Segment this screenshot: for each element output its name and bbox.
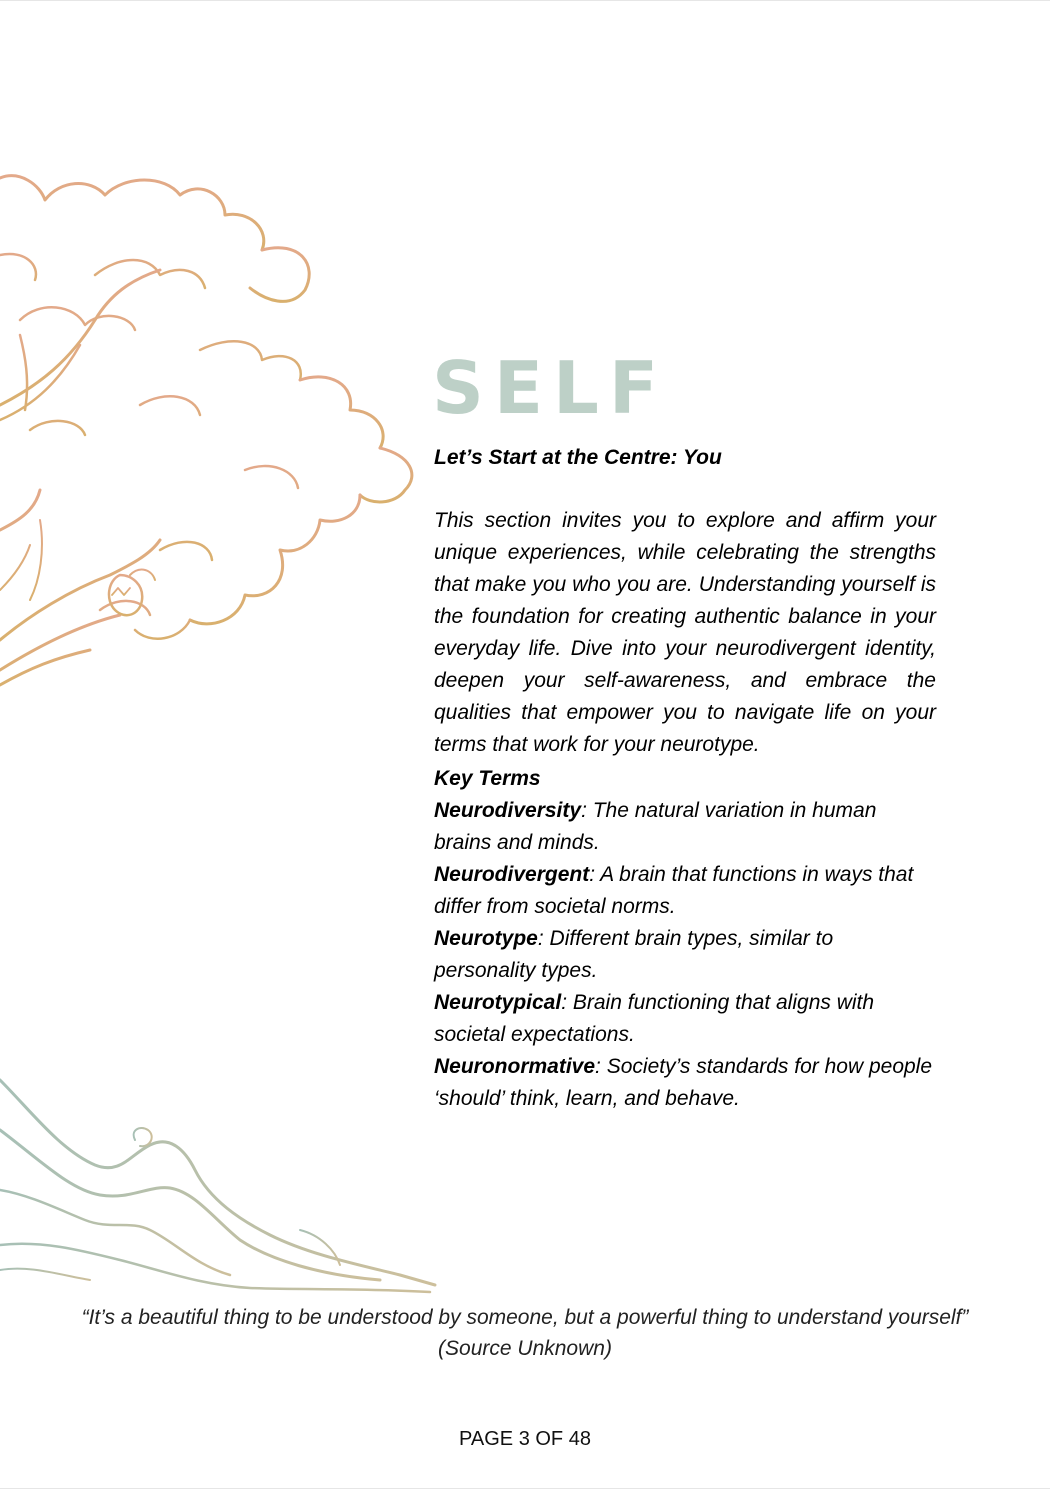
key-term-item: [434, 1051, 936, 1115]
key-term-definition: : Society’s standards for how people ‘should’ think, learn, and behave.: [434, 1055, 933, 1110]
tree-illustration: [0, 170, 420, 700]
key-term-definition: : A brain that functions in ways that differ from societal norms.: [434, 863, 914, 918]
top-rule: [0, 0, 1050, 1]
key-term-name: Neurotype: [434, 927, 538, 950]
intro-paragraph: This section invites you to explore and affirm your unique experiences, while celebrating the strengths that make you who you are. Understanding yourself is the foundation for creating authentic balance in your everyday life. Dive into your neurodivergent identity, deepen your self-awareness, and embrace the qualities that empower you to navigate life on your terms that work for your neurotype.: [434, 509, 936, 756]
key-term-item: [434, 795, 936, 859]
key-term-definition: : Brain functioning that aligns with societal expectations.: [434, 991, 875, 1046]
bottom-rule: [0, 1488, 1050, 1489]
section-title: SELF: [432, 346, 669, 430]
section-subtitle: Let’s Start at the Centre: You: [434, 446, 722, 469]
key-term-item: [434, 859, 936, 923]
key-term-name: Neurotypical: [434, 991, 562, 1014]
key-term-name: Neurodiversity: [434, 799, 582, 822]
key-term-name: Neurodivergent: [434, 863, 590, 886]
key-term-item: [434, 987, 936, 1051]
key-terms-heading: Key Terms: [434, 767, 541, 790]
key-term-definition: : The natural variation in human brains and minds.: [434, 799, 877, 854]
quote-text: “It’s a beautiful thing to be understood by someone, but a powerful thing to understand yourself”: [81, 1306, 969, 1329]
key-term-definition: : Different brain types, similar to personality types.: [434, 927, 834, 982]
section-content: [434, 443, 936, 1115]
key-term-item: [434, 923, 936, 987]
quote-source: (Source Unknown): [438, 1337, 612, 1360]
key-term-name: Neuronormative: [434, 1055, 596, 1078]
roots-illustration: [0, 1070, 440, 1300]
page-number: PAGE 3 OF 48: [459, 1428, 591, 1450]
quote-block: [0, 1302, 1050, 1364]
